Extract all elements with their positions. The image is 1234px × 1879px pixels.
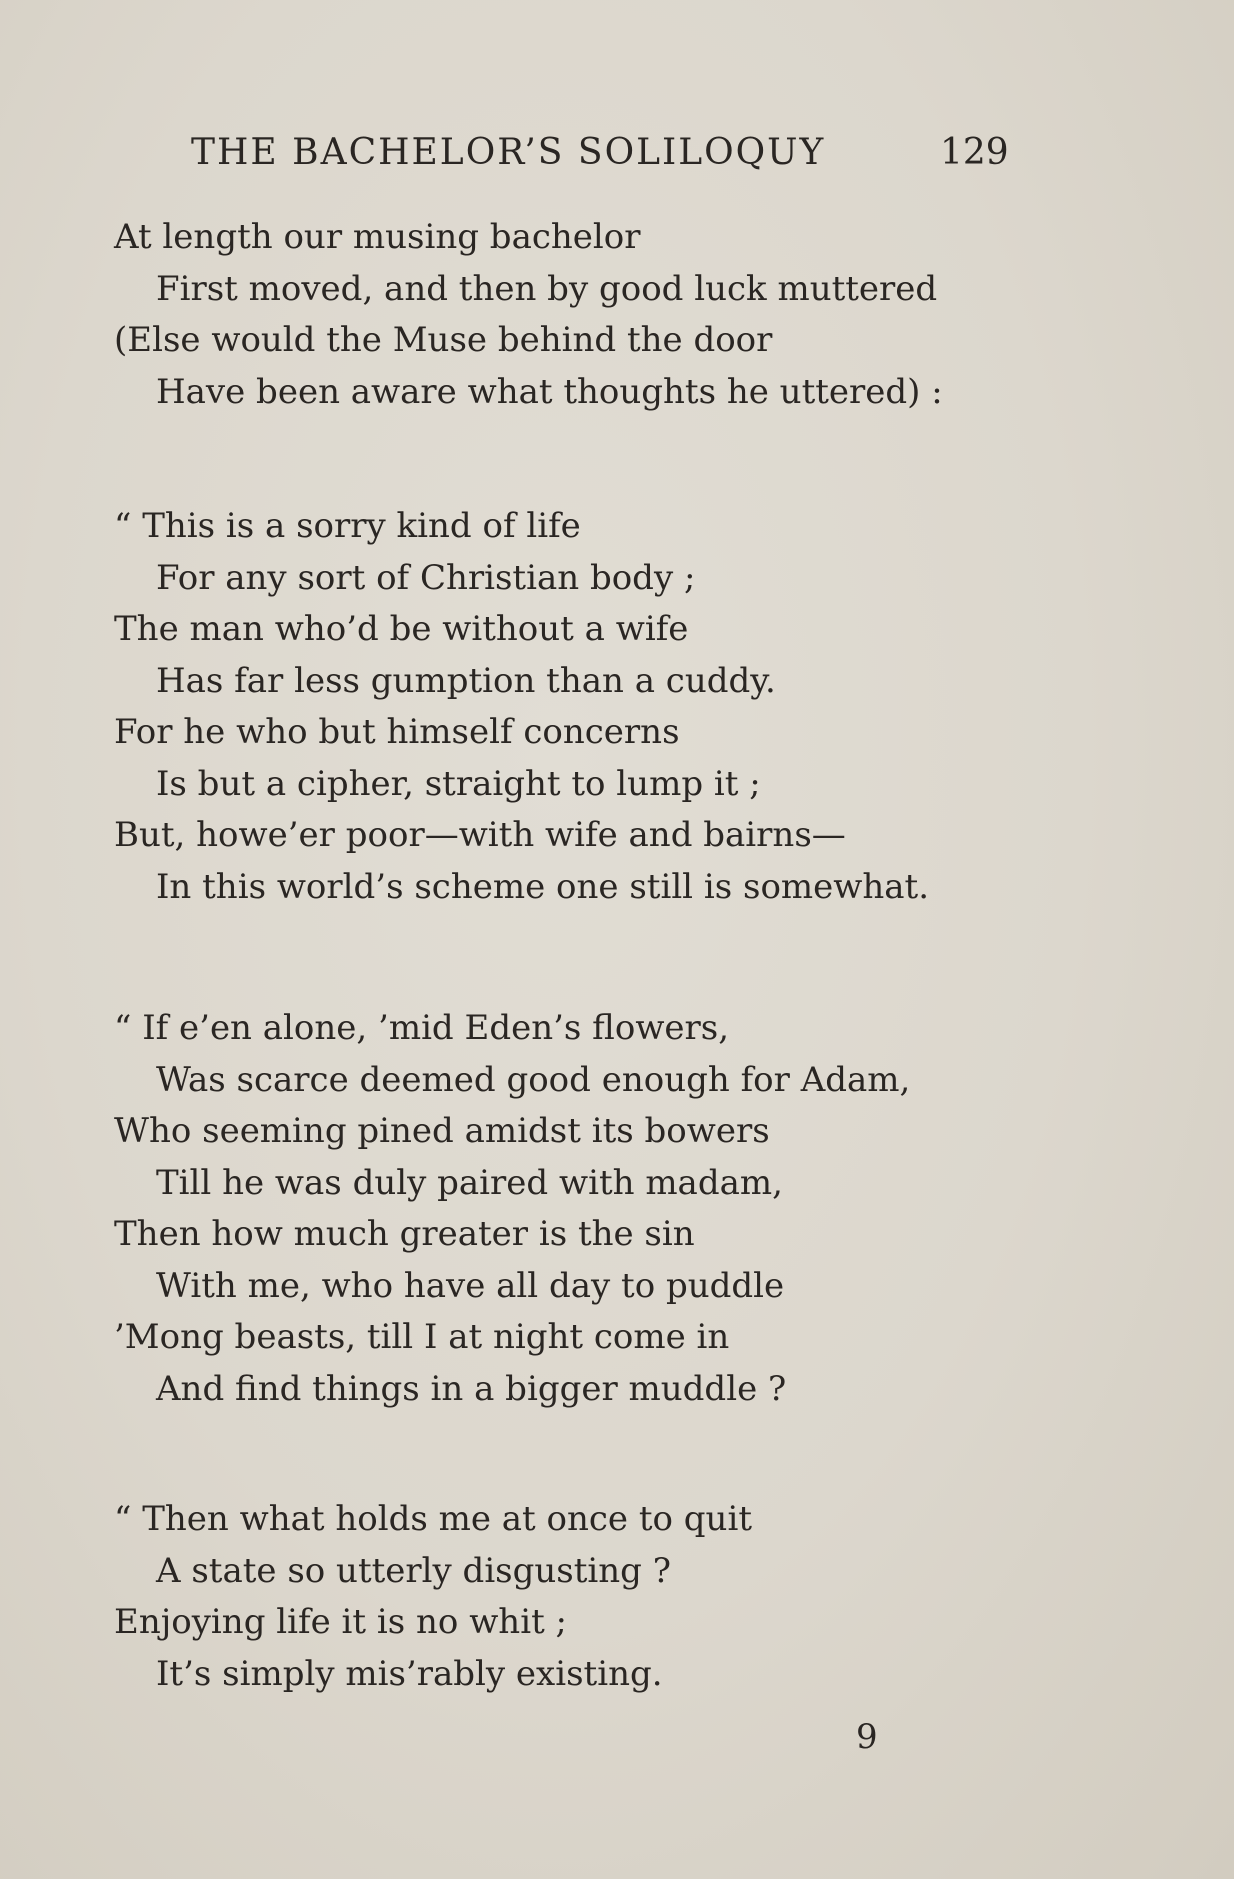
poem-line: And find things in a bigger muddle ?: [156, 1368, 787, 1409]
signature-mark: 9: [856, 1717, 878, 1757]
poem-line: At length our musing bachelor: [114, 217, 641, 257]
poem-line: For he who but himself concerns: [114, 712, 680, 752]
poem-line: Is but a cipher, straight to lump it ;: [156, 763, 761, 804]
poem-line: It’s simply mis’rably existing.: [156, 1653, 663, 1694]
poem-line: Then how much greater is the sin: [114, 1214, 695, 1254]
poem-line: (Else would the Muse behind the door: [114, 320, 773, 360]
poem-line: “ If e’en alone, ’mid Eden’s flowers,: [114, 1008, 730, 1048]
stanza-1: [114, 212, 1114, 418]
poem-line: But, howe’er poor—with wife and bairns—: [114, 815, 846, 855]
stanza-3: [114, 1003, 1114, 1415]
poem-line: First moved, and then by good luck muttered: [156, 268, 938, 309]
poem-line: “ This is a sorry kind of life: [114, 506, 581, 546]
poem-line: Have been aware what thoughts he uttered) :: [156, 371, 943, 412]
running-head: [0, 128, 1234, 178]
poem-line: In this world’s scheme one still is somewhat.: [156, 866, 930, 907]
poem-line: Enjoying life it is no whit ;: [114, 1602, 567, 1642]
stanza-4: [114, 1494, 1114, 1700]
poem-line: For any sort of Christian body ;: [156, 557, 696, 598]
page-number: 129: [940, 132, 1009, 173]
poem-line: Till he was duly paired with madam,: [156, 1162, 783, 1203]
poem-line: Who seeming pined amidst its bowers: [114, 1111, 770, 1151]
poem-line: With me, who have all day to puddle: [156, 1265, 785, 1306]
poem-line: “ Then what holds me at once to quit: [114, 1499, 752, 1539]
poem-line: The man who’d be without a wife: [114, 609, 689, 649]
poem-line: A state so utterly disgusting ?: [156, 1550, 671, 1591]
poem-line: ’Mong beasts, till I at night come in: [114, 1317, 730, 1357]
poem-line: Has far less gumption than a cuddy.: [156, 660, 776, 701]
stanza-2: [114, 501, 1114, 913]
poem-line: Was scarce deemed good enough for Adam,: [156, 1059, 911, 1100]
running-title: THE BACHELOR’S SOLILOQUY: [191, 132, 826, 173]
